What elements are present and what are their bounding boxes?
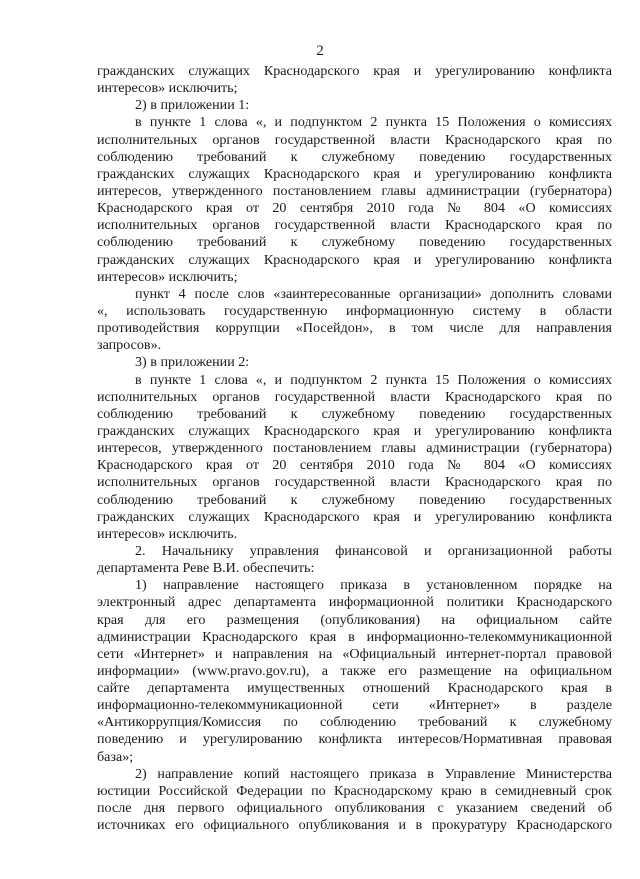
text-line: в пункте 1 слова «, и подпунктом 2 пункта 15 Положения о комиссиях [135, 114, 612, 131]
text-line: пункт 4 после слов «заинтересованные организации» дополнить словами [135, 285, 612, 302]
text-line: исполнительных органов государственной власти Краснодарского края по [97, 217, 612, 234]
text-line: база»; [97, 748, 134, 765]
text-line: 2) направление копий настоящего приказа в Управление Министерства [135, 765, 612, 782]
text-line: информационно-телекоммуникационной сети «Интернет» в разделе [97, 697, 612, 714]
text-line: исполнительных органов государственной власти Краснодарского края по [97, 388, 612, 405]
page-number: 2 [316, 43, 324, 59]
text-line: 1) направление настоящего приказа в установленном порядке на [135, 577, 612, 594]
text-line: в пункте 1 слова «, и подпунктом 2 пункта 15 Положения о комиссиях [135, 371, 612, 388]
text-line: соблюдению требований к служебному поведению государственных [97, 491, 612, 508]
text-line: соблюдению требований к служебному поведению государственных [97, 405, 612, 422]
text-line: сайте департамента имущественных отношений Краснодарского края в [97, 680, 612, 697]
text-line: «, использовать государственную информационную систему в области [97, 302, 612, 319]
text-line: гражданских служащих Краснодарского края и урегулированию конфликта [97, 165, 612, 182]
text-line: края для его размещения (опубликования) на официальном сайте [97, 611, 612, 628]
text-line: противодействия коррупции «Посейдон», в том числе для направления [97, 320, 612, 337]
text-line: 2) в приложении 1: [135, 97, 250, 114]
text-line: гражданских служащих Краснодарского края и урегулированию конфликта [97, 422, 612, 439]
text-line: интересов» исключить; [97, 80, 238, 97]
text-line: Краснодарского края от 20 сентября 2010 года № 804 «О комиссиях [97, 457, 612, 474]
text-line: информации» (www.pravo.gov.ru), а также его размещение на официальном [97, 662, 612, 679]
text-line: после дня первого официального опубликования с указанием сведений об [97, 800, 612, 817]
text-line: сети «Интернет» и направления на «Официальный интернет-портал правовой [97, 645, 612, 662]
text-line: электронный адрес департамента информационной политики Краснодарского [97, 594, 612, 611]
text-line: гражданских служащих Краснодарского края и урегулированию конфликта [97, 251, 612, 268]
text-line: интересов» исключить. [97, 525, 238, 542]
text-line: интересов, утвержденного постановлением главы администрации (губернатора) [97, 440, 612, 457]
text-line: интересов» исключить; [97, 268, 238, 285]
text-line: источниках его официального опубликования и в прокуратуру Краснодарского [97, 817, 612, 834]
text-line: интересов, утвержденного постановлением главы администрации (губернатора) [97, 182, 612, 199]
text-line: 2. Начальнику управления финансовой и организационной работы [135, 542, 612, 559]
text-line: администрации Краснодарского края в информационно-телекоммуникационной [97, 628, 612, 645]
document-body [97, 63, 612, 834]
text-line: «Антикоррупция/Комиссия по соблюдению требований к служебному [97, 714, 612, 731]
text-line: юстиции Российской Федерации по Краснодарскому краю в семидневный срок [97, 782, 612, 799]
text-line: департамента Реве В.И. обеспечить: [97, 560, 315, 577]
text-line: гражданских служащих Краснодарского края и урегулированию конфликта [97, 63, 612, 79]
text-line: поведению и урегулированию конфликта интересов/Нормативная правовая [97, 731, 612, 748]
text-line: исполнительных органов государственной власти Краснодарского края по [97, 131, 612, 148]
text-line: гражданских служащих Краснодарского края и урегулированию конфликта [97, 508, 612, 525]
text-line: Краснодарского края от 20 сентября 2010 года № 804 «О комиссиях [97, 200, 612, 217]
text-line: запросов». [97, 337, 162, 354]
text-line: соблюдению требований к служебному поведению государственных [97, 234, 612, 251]
text-line: исполнительных органов государственной власти Краснодарского края по [97, 474, 612, 491]
text-line: соблюдению требований к служебному поведению государственных [97, 148, 612, 165]
text-line: 3) в приложении 2: [135, 354, 250, 371]
